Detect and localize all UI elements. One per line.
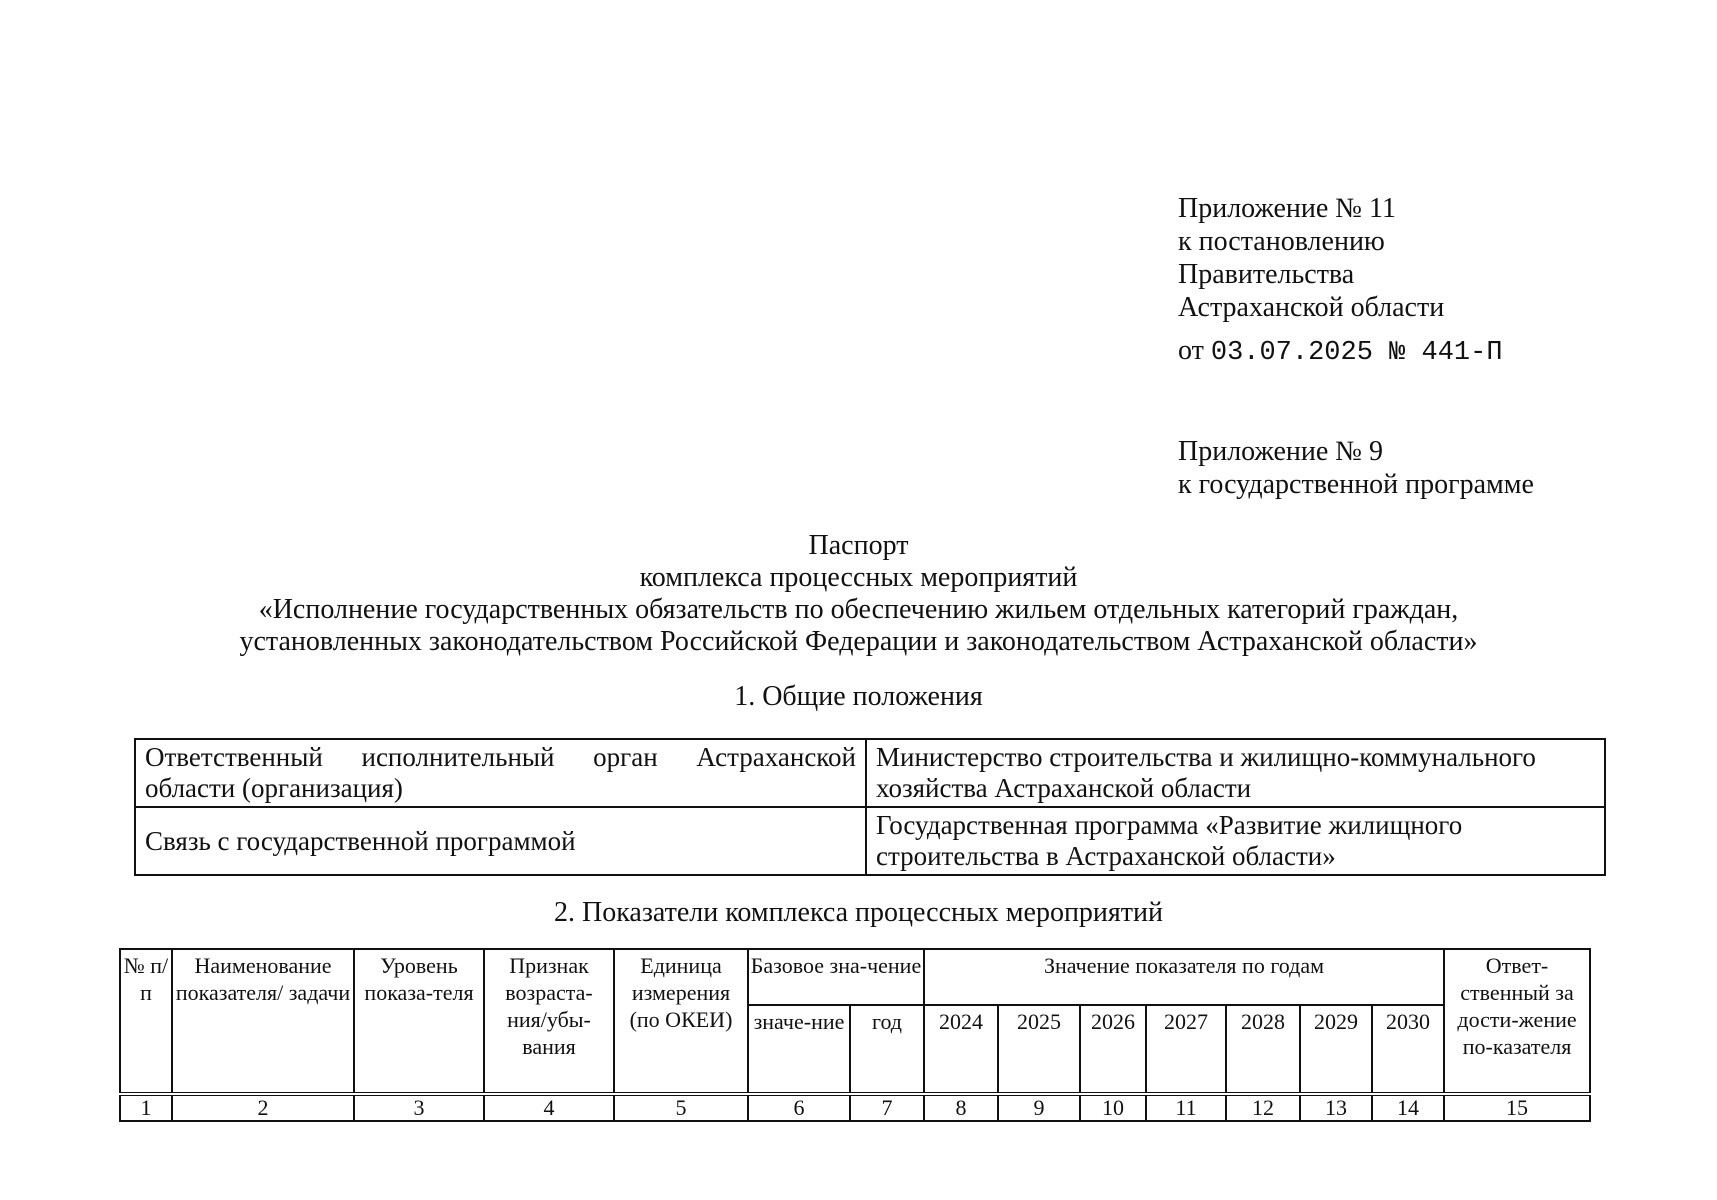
appendix-main-line3: Правительства [1178,259,1355,290]
column-number: 10 [1080,1094,1146,1121]
header-row [120,949,1590,1005]
header-year: 2027 [1146,1005,1226,1094]
header-base-value: значе-ние [748,1005,850,1094]
header-base: Базовое зна-чение [748,949,924,1005]
header-year: 2026 [1080,1005,1146,1094]
column-number: 4 [484,1094,614,1121]
appendix-main-line4: Астраханской области [1178,292,1445,323]
appendix-main-line1: Приложение № 11 [1178,193,1396,224]
title-line1: Паспорт [808,530,909,561]
column-number: 15 [1444,1094,1590,1121]
appendix-date-value: 03.07.2025 № 441-П [1210,338,1503,368]
column-number: 13 [1300,1094,1372,1121]
column-number: 2 [172,1094,354,1121]
appendix-date-line [1178,334,1503,370]
general-provisions-table [134,738,1606,876]
column-number: 5 [614,1094,748,1121]
header-unit: Единица измерения (по ОКЕИ) [614,949,748,1094]
header-name: Наименование показателя/ задачи [172,949,354,1094]
column-number: 9 [998,1094,1080,1121]
header-year: 2028 [1226,1005,1300,1094]
header-year: 2029 [1300,1005,1372,1094]
column-number: 1 [120,1094,172,1121]
section2-heading: 2. Показатели комплекса процессных мероприятий [553,897,1163,928]
header-years-group: Значение показателя по годам [924,949,1444,1005]
document-title [0,530,1717,658]
appendix-secondary-line1: Приложение № 9 [1178,436,1383,467]
indicators-table [119,948,1591,1122]
column-number-row [120,1094,1590,1121]
section1-heading: 1. Общие положения [734,681,983,712]
header-year: 2025 [998,1005,1080,1094]
general-label-cell: Связь с государственной программой [135,807,866,875]
appendix-secondary-line2: к государственной программе [1178,469,1534,500]
title-line4: установленных законодательством Российской Федерации и законодательством Астраханской области» [239,626,1478,657]
header-responsible: Ответ-ственный за дости-жение по-казателя [1444,949,1590,1094]
column-number: 14 [1372,1094,1444,1121]
table-row [135,807,1605,875]
title-line3: «Исполнение государственных обязательств по обеспечению жильем отдельных категорий граждан, [258,594,1459,625]
title-line2: комплекса процессных мероприятий [639,562,1078,593]
header-year: 2024 [924,1005,998,1094]
column-number: 6 [748,1094,850,1121]
appendix-secondary-block [1178,435,1534,501]
appendix-main-line2: к постановлению [1178,226,1385,257]
header-trend: Признак возраста-ния/убы-вания [484,949,614,1094]
column-number: 8 [924,1094,998,1121]
general-label-cell: Ответственный исполнительный орган Астраханской области (организация) [135,739,866,807]
header-base-year: год [850,1005,924,1094]
column-number: 3 [354,1094,484,1121]
table-row [135,739,1605,807]
appendix-main-block [1178,192,1503,370]
header-year: 2030 [1372,1005,1444,1094]
column-number: 12 [1226,1094,1300,1121]
appendix-date-prefix: от [1178,335,1204,366]
header-level: Уровень показа-теля [354,949,484,1094]
column-number: 11 [1146,1094,1226,1121]
header-num: № п/п [120,949,172,1094]
column-number: 7 [850,1094,924,1121]
general-value-cell: Министерство строительства и жилищно-коммунального хозяйства Астраханской области [866,739,1605,807]
general-value-cell: Государственная программа «Развитие жилищного строительства в Астраханской области» [866,807,1605,875]
